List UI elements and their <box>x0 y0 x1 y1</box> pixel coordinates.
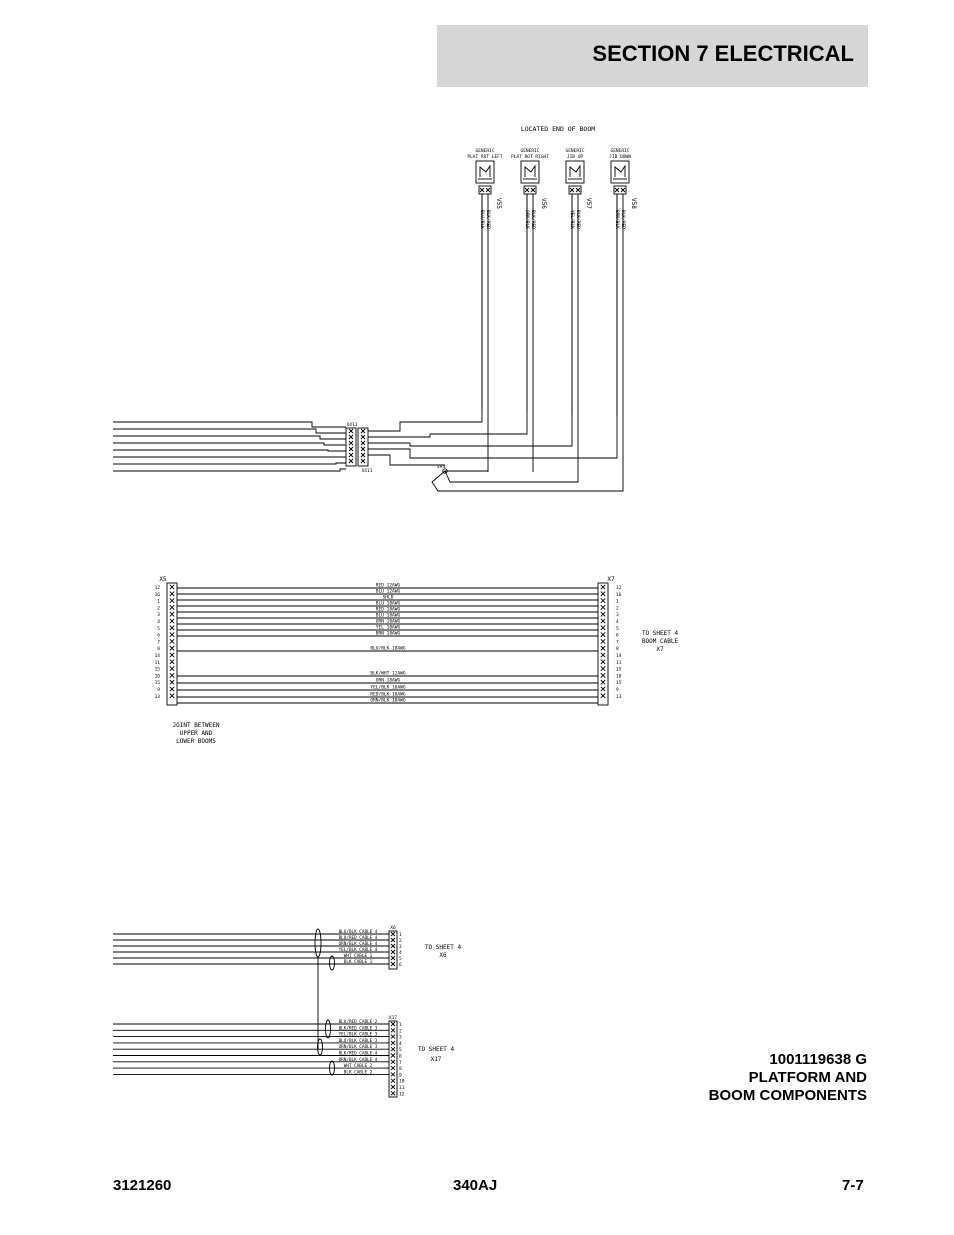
pin-number: 2 <box>399 939 402 944</box>
wire-label: YEL 18AWG <box>375 625 401 631</box>
valve-connector <box>614 186 626 194</box>
wire-color-label: BLK/RED <box>620 210 625 229</box>
wire-label: RED/BLK 18AWG <box>370 692 406 698</box>
valve-symbol <box>521 161 539 183</box>
valve-symbol <box>476 161 494 183</box>
pin-number: 9 <box>616 688 619 693</box>
valve-coil <box>615 166 625 177</box>
wire-label: ORN 18AWG <box>375 619 401 625</box>
location-label: LOCATED END OF BOOM <box>520 125 596 133</box>
wire-label: BLK/RED CABLE 3 <box>338 1026 378 1032</box>
pin-number: 4 <box>616 620 619 625</box>
pin-number: 6 <box>399 963 402 968</box>
wire-color-label: BLK/RED <box>530 210 535 229</box>
joint-note: UPPER AND <box>179 730 213 737</box>
connector-label: X5 <box>159 576 167 583</box>
valve-coil <box>480 166 490 177</box>
connector-x6 <box>389 931 397 969</box>
valve-connector <box>524 186 536 194</box>
wire-label: BLU/RED CABLE 2 <box>338 1020 378 1025</box>
valve-type-label: GENERIC <box>610 149 630 154</box>
pin-number: 12 <box>154 586 160 591</box>
wire-label: WHT CABLE 1 <box>343 954 373 959</box>
wire-label: BLU/BLK CABLE 4 <box>338 930 378 935</box>
wire-label: YEL/BLK 18AWG <box>370 685 406 691</box>
footer-doc-number: 3121260 <box>113 1177 172 1194</box>
drawing-number: 1001119638 G <box>769 1051 867 1068</box>
cable-diagram <box>113 925 461 1097</box>
pin-number: 2 <box>399 1029 402 1035</box>
valve-connector <box>569 186 581 194</box>
valve-name-label: JIB UP <box>566 155 584 160</box>
drawing-title-line1: PLATFORM AND <box>748 1069 867 1086</box>
harness-wire <box>113 450 346 451</box>
pin-number: 9 <box>157 688 160 693</box>
pin-number: 10 <box>399 1079 405 1085</box>
pin-number: 10 <box>616 674 622 680</box>
cable-shield-group <box>326 1020 331 1038</box>
harness-wire <box>113 443 346 445</box>
wire-label: YEL/BLK CABLE 3 <box>338 1032 378 1038</box>
wire-label: WHT CABLE 2 <box>343 1064 373 1070</box>
wire-color-label: BRN/BLK <box>614 210 619 229</box>
valve-wire <box>368 194 572 446</box>
connector-label: X6 <box>390 926 396 931</box>
wire-label: RED 12AWG <box>375 583 401 589</box>
pin-number: 8 <box>399 1067 402 1073</box>
wire-label: BRN 18AWG <box>375 631 401 637</box>
to-sheet-note: TO SHEET 4 <box>424 944 462 951</box>
valve-diagram <box>113 125 637 491</box>
valve-type-label: GENERIC <box>475 149 495 154</box>
valve-ref: V58 <box>630 198 637 209</box>
pin-number: 13 <box>154 694 160 700</box>
pin-number: 5 <box>157 626 160 632</box>
connector-x17 <box>389 1021 397 1097</box>
footer-page-number: 7-7 <box>842 1177 864 1194</box>
harness-wire <box>113 463 346 464</box>
valve-symbol <box>611 161 629 183</box>
harness-wire <box>113 436 346 439</box>
pin-number: 15 <box>154 667 160 673</box>
connector-x411-receptacle <box>358 428 368 466</box>
wire-color-label: ORN/BLK <box>524 210 529 229</box>
wire-color-label: YEL/BLK <box>569 210 574 229</box>
pin-number: 12 <box>399 1092 405 1098</box>
pin-number: 9 <box>399 1073 402 1079</box>
pin-number: 1 <box>157 599 160 605</box>
pin-number: 2 <box>616 606 619 612</box>
pin-number: 14 <box>154 654 160 659</box>
pin-number: 15 <box>616 681 622 687</box>
pin-number: 16 <box>616 592 622 598</box>
joint-note: LOWER BOOMS <box>176 738 216 745</box>
connector-label: X17 <box>388 1016 398 1021</box>
wire-label: BLU/RED CABLE 4 <box>338 936 378 941</box>
valve-type-label: GENERIC <box>520 149 540 154</box>
pin-number: 5 <box>616 626 619 632</box>
wire-label: BLU/BLK 18AWG <box>370 646 406 652</box>
connector-x7 <box>598 583 608 705</box>
wire-color-label: BLK/RED <box>485 210 490 229</box>
to-sheet-note: TO SHEET 4 <box>641 630 679 637</box>
pin-number: 6 <box>399 1054 402 1060</box>
pin-number: 5 <box>399 1048 402 1054</box>
pin-number: 11 <box>154 660 160 666</box>
connector-label: X411 <box>346 423 358 428</box>
wire-label: BLK/RED CABLE 4 <box>338 1051 378 1057</box>
pin-number: 8 <box>157 647 160 653</box>
pin-number: 3 <box>399 945 402 950</box>
pin-number: 7 <box>616 640 619 646</box>
pin-number: 12 <box>616 586 622 591</box>
pin-number: 15 <box>616 667 622 673</box>
pin-number: 10 <box>154 674 160 680</box>
valve-wire <box>368 194 617 458</box>
wire-label: ORN/BLK CABLE 3 <box>338 1045 378 1051</box>
pin-number: 3 <box>616 613 619 619</box>
pin-number: 1 <box>399 933 402 938</box>
pin-number: 1 <box>399 1023 402 1028</box>
wire-label: ORN 18AWG <box>375 678 401 684</box>
valve-ref: V57 <box>585 198 592 209</box>
ground-wire <box>445 471 578 482</box>
pin-number: 3 <box>399 1035 402 1041</box>
wire-label: RED 18AWG <box>375 607 401 613</box>
wire-label: BLK CABLE 2 <box>343 1070 373 1076</box>
wire-label: BLU 18AWG <box>375 601 401 607</box>
pin-number: 15 <box>154 681 160 687</box>
harness-wire <box>113 429 346 433</box>
connector-label: X7 <box>607 576 615 583</box>
valve-wire <box>368 194 482 431</box>
wire-color-label: BLK/RED <box>575 210 580 229</box>
section-title: SECTION 7 ELECTRICAL <box>592 41 854 66</box>
valve-name-label: PLAT ROT RIGHT <box>511 155 549 160</box>
valve-ref: V56 <box>540 198 547 209</box>
valve-coil <box>570 166 580 177</box>
connector-x411-plug <box>346 428 356 466</box>
connector-label: X411 <box>361 469 373 474</box>
pin-number: 7 <box>399 1060 402 1066</box>
pin-number: 6 <box>157 633 160 639</box>
harness-wire <box>113 469 346 471</box>
valve-connector <box>479 186 491 194</box>
valve-name-label: PLAT ROT LEFT <box>467 155 503 160</box>
valve-wire <box>368 455 445 465</box>
ground-wire <box>432 471 623 491</box>
connector-x5 <box>167 583 177 705</box>
valve-type-label: GENERIC <box>565 149 585 154</box>
wire-label: BLK CABLE 1 <box>343 960 373 965</box>
wire-label: ORN/BLK CABLE 4 <box>338 1057 378 1063</box>
pin-number: 6 <box>616 633 619 639</box>
footer-model: 340AJ <box>453 1177 498 1194</box>
wire-label: BLU 18AWG <box>375 613 401 619</box>
to-sheet-note: TO SHEET 4 <box>417 1046 455 1053</box>
pin-number: 11 <box>399 1086 405 1091</box>
valve-name-label: JIB DOWN <box>609 155 631 160</box>
wire-label: BLK/WHT 12AWG <box>370 671 406 677</box>
pin-number: 4 <box>399 1041 402 1047</box>
pin-number: 14 <box>616 654 622 659</box>
wire-label: ORN/BLK 18AWG <box>370 698 406 704</box>
to-sheet-note: X6 <box>439 952 447 959</box>
wire-label: SHLD <box>382 595 394 601</box>
pin-number: 4 <box>399 951 402 956</box>
pin-number: 16 <box>154 592 160 598</box>
pin-number: 1 <box>616 599 619 605</box>
drawing-title-line2: BOOM COMPONENTS <box>708 1087 867 1104</box>
pin-number: 13 <box>616 694 622 700</box>
pin-number: 4 <box>157 620 160 625</box>
valve-wire <box>368 194 527 437</box>
pin-number: 2 <box>157 606 160 612</box>
wire-label: YEL/BLK CABLE 4 <box>338 948 378 953</box>
valve-coil <box>525 166 535 177</box>
valve-symbol <box>566 161 584 183</box>
drawing-caption <box>709 1051 867 1105</box>
wire-color-label: BLU/BLK <box>479 210 484 229</box>
pin-number: 8 <box>616 647 619 653</box>
to-sheet-note: BOOM CABLE <box>641 638 679 645</box>
splice-label: S94 <box>436 465 446 470</box>
wire-label: BLU/BLK CABLE 3 <box>338 1038 378 1044</box>
pin-number: 7 <box>157 640 160 646</box>
boom-joint-diagram <box>155 576 679 745</box>
wire-label: ORN/BLK CABLE 4 <box>338 942 378 947</box>
pin-number: 11 <box>616 660 622 666</box>
wire-label: BLU 12AWG <box>375 589 401 595</box>
harness-wire <box>113 422 346 427</box>
to-sheet-note: X7 <box>656 646 664 653</box>
valve-ref: V55 <box>495 198 502 209</box>
joint-note: JOINT BETWEEN <box>172 722 220 729</box>
pin-number: 3 <box>157 613 160 619</box>
to-sheet-note: X17 <box>430 1056 442 1063</box>
cable-shield-group <box>315 929 321 957</box>
pin-number: 5 <box>399 957 402 962</box>
